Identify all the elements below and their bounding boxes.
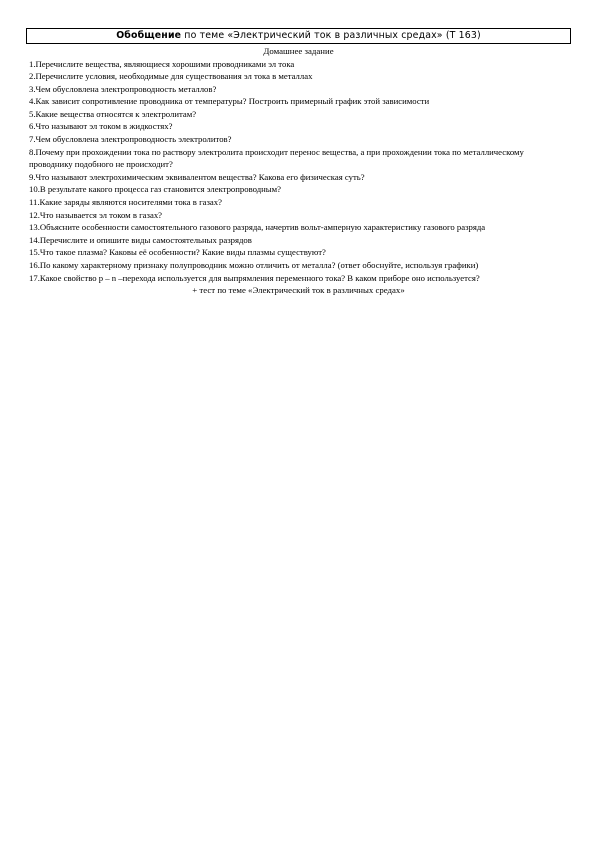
question-item: 14.Перечислите и опишите виды самостоятельных разрядов [29,234,252,245]
question-item: 8.Почему при прохождении тока по раствору электролита происходит перенос вещества, а при прохождении тока по металлическому проводнику подобного не происходит? [29,146,524,170]
question-item: 11.Какие заряды являются носителями тока в газах? [29,197,222,208]
question-item: 15.Что такое плазма? Каковы её особенности? Какие виды плазмы существуют? [29,247,326,258]
question-item: 13.Объясните особенности самостоятельного газового разряда, начертив вольт-амперную характеристику газового разряда [29,222,486,233]
question-item: 10.В результате какого процесса газ становится электропроводным? [29,184,281,195]
question-list [26,58,571,285]
title-box [26,28,571,44]
question-item: 3.Чем обусловлена электропроводность металлов? [29,83,217,94]
question-item: 5.Какие вещества относятся к электролитам? [29,108,197,119]
question-item: 17.Какое свойство p – n –перехода используется для выпрямления переменного тока? В каком приборе оно используется? [29,272,480,283]
question-item: 16.По какому характерному признаку полупроводник можно отличить от металла? (ответ обоснуйте, используя графики) [29,260,479,270]
question-item: 6.Что называют эл током в жидкостях? [29,121,173,132]
worksheet-page [26,28,571,297]
question-item: 9.Что называют электрохимическим эквивалентом вещества? Какова его физическая суть? [29,171,365,182]
question-item: 7.Чем обусловлена электропроводность электролитов? [29,134,232,145]
title-rest: по теме «Электрический ток в различных средах» (Т 163) [181,30,481,41]
question-item: 2.Перечислите условия, необходимые для существования эл тока в металлах [29,71,313,82]
test-note: + тест по теме «Электрический ток в различных средах» [192,285,405,296]
homework-subtitle: Домашнее задание [263,46,334,56]
question-item: 1.Перечислите вещества, являющиеся хорошими проводниками эл тока [29,58,295,69]
title-bold: Обобщение [116,30,182,41]
question-item: 12.Что называется эл током в газах? [29,209,163,220]
question-item: 4.Как зависит сопротивление проводника от температуры? Построить примерный график этой зависимости [29,96,430,107]
